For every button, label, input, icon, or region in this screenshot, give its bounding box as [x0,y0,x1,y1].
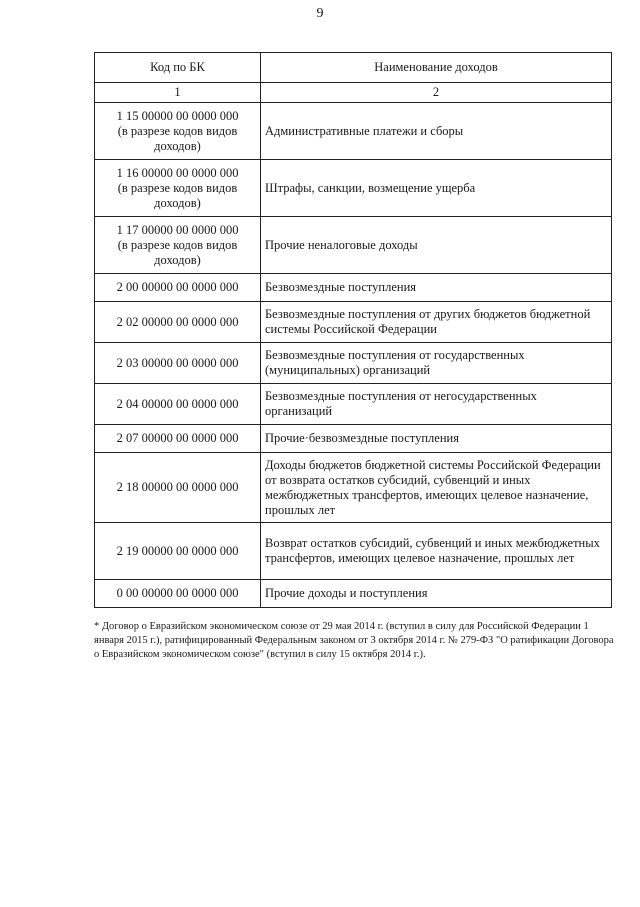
table-row [95,274,612,302]
numbering-col2: 2 [261,83,612,103]
row-code-cell: 2 19 00000 00 0000 000 [95,523,261,580]
row-code-cell: 2 00 00000 00 0000 000 [95,274,261,302]
row-name-cell: Возврат остатков субсидий, субвенций и иных межбюджетных трансфертов, имеющих целевое назначение, прошлых лет [261,523,612,580]
table-row [95,384,612,425]
revenue-codes-table [94,52,612,608]
row-code-cell [95,217,261,274]
row-name-cell: Доходы бюджетов бюджетной системы Российской Федерации от возврата остатков субсидий, субвенций и иных межбюджетных трансфертов, имеющих целевое назначение, прошлых лет [261,453,612,523]
row-name-cell: Прочие неналоговые доходы [261,217,612,274]
code-note: (в разрезе кодов видов доходов) [117,237,238,267]
code-value: 1 17 00000 00 0000 000 [116,222,239,237]
table-header-row [95,53,612,83]
row-name-cell: Безвозмездные поступления от других бюджетов бюджетной системы Российской Федерации [261,302,612,343]
table-row [95,103,612,160]
row-name-cell: Прочие·безвозмездные поступления [261,425,612,453]
row-code-cell [95,160,261,217]
header-code-column: Код по БК [95,53,261,83]
row-code-cell: 0 00 00000 00 0000 000 [95,580,261,608]
table-row [95,425,612,453]
numbering-col1: 1 [95,83,261,103]
row-name-cell: Безвозмездные поступления от государственных (муниципальных) организаций [261,343,612,384]
header-name-column: Наименование доходов [261,53,612,83]
row-code-cell: 2 07 00000 00 0000 000 [95,425,261,453]
table-row [95,523,612,580]
table-row [95,217,612,274]
row-code-cell [95,103,261,160]
code-note: (в разрезе кодов видов доходов) [117,180,238,210]
row-name-cell: Прочие доходы и поступления [261,580,612,608]
row-code-cell: 2 04 00000 00 0000 000 [95,384,261,425]
table-row [95,580,612,608]
table-numbering-row [95,83,612,103]
table-row [95,160,612,217]
row-code-cell: 2 02 00000 00 0000 000 [95,302,261,343]
code-note: (в разрезе кодов видов доходов) [117,123,238,153]
table-row [95,453,612,523]
row-name-cell: Безвозмездные поступления от негосударственных организаций [261,384,612,425]
table-row [95,343,612,384]
row-code-cell: 2 18 00000 00 0000 000 [95,453,261,523]
code-value: 1 16 00000 00 0000 000 [116,165,239,180]
row-name-cell: Безвозмездные поступления [261,274,612,302]
code-value: 1 15 00000 00 0000 000 [116,108,239,123]
row-name-cell: Административные платежи и сборы [261,103,612,160]
row-name-cell: Штрафы, санкции, возмещение ущерба [261,160,612,217]
footnote: * Договор о Евразийском экономическом союзе от 29 мая 2014 г. (вступил в силу для Российской Федерации 1 января 2015 г.), ратифицированный Федеральным законом от 3 октября 2014 г. № 279-ФЗ "О ратификации Договора о Евразийском экономическом союзе" (вступил в силу 15 октября 2014 г.). [94,621,614,660]
row-code-cell: 2 03 00000 00 0000 000 [95,343,261,384]
table-row [95,302,612,343]
page-number: 9 [316,6,324,21]
